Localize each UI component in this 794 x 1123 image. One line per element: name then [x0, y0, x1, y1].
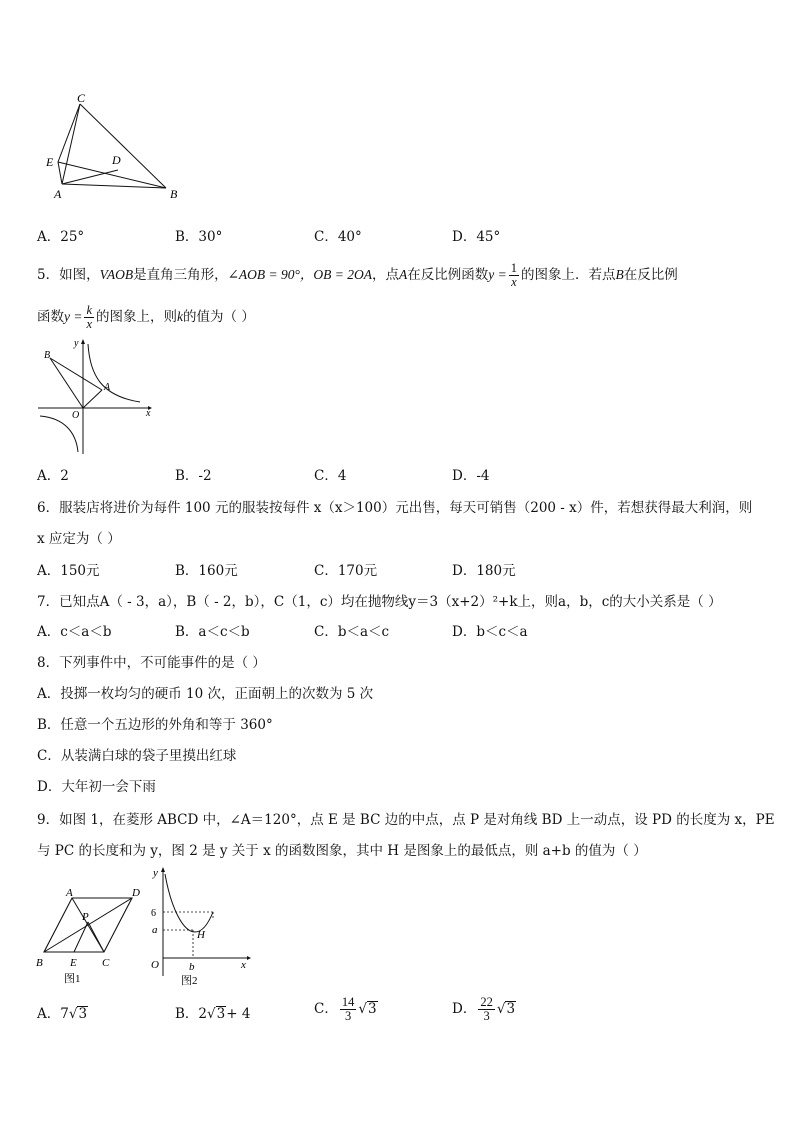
q8-option-c: C．从装满白球的袋子里摸出红球 — [37, 748, 237, 764]
axis-label-x: x — [146, 408, 151, 419]
q9-line1: 9．如图 1，在菱形 ABCD 中，∠A＝120°，点 E 是 BC 边的中点，点 P 是对角线 BD 上一动点，设 PD 的长度为 x，PE — [37, 812, 775, 828]
figure-triangle-abc — [40, 88, 190, 208]
axis-label-y: y — [74, 338, 79, 349]
axis-label-x: x — [241, 959, 246, 971]
q8-option-b: B．任意一个五边形的外角和等于 360° — [37, 717, 273, 733]
fraction-1-over-x: $\frac{1}{x}$ — [510, 261, 517, 289]
q5-line2: 函数y = $\frac{k}{x}$ 的图象上，则k的值为（ ） — [37, 303, 255, 331]
q9-option-c: C． $\frac{14}{3}$ √3 — [314, 995, 377, 1023]
label-a: A — [104, 382, 111, 393]
label-c: C — [102, 957, 110, 969]
q6-line2: x 应定为（ ） — [37, 531, 121, 547]
q9-option-a: A．7√3 — [37, 1006, 88, 1022]
q6-option-b: B．160元 — [175, 563, 238, 579]
q7-option-d: D．b＜c＜a — [452, 624, 528, 640]
label-d: D — [112, 153, 121, 167]
q4-option-c: C．40° — [314, 229, 362, 245]
label-d: D — [132, 887, 140, 899]
q8-option-d: D．大年初一会下雨 — [37, 779, 156, 795]
fraction-22-over-3: $\frac{22}{3}$ — [480, 995, 493, 1023]
q6-option-a: A．150元 — [37, 563, 100, 579]
tick-label-b: b — [189, 961, 195, 973]
q9-option-b: B．2√3+ 4 — [175, 1006, 251, 1022]
label-c: C — [77, 91, 86, 105]
label-e: E — [46, 155, 54, 169]
q4-option-a: A．25° — [37, 229, 85, 245]
label-b: B — [170, 187, 178, 201]
label-b: B — [36, 957, 43, 969]
q6-option-c: C．170元 — [314, 563, 378, 579]
q5-option-d: D．-4 — [452, 468, 490, 484]
q7-option-b: B．a＜c＜b — [175, 624, 250, 640]
q5-option-c: C．4 — [314, 468, 347, 484]
q9-line2: 与 PC 的长度和为 y，图 2 是 y 关于 x 的函数图象，其中 H 是图象上的最低点，则 a+b 的值为（ ） — [37, 843, 647, 859]
caption-fig1: 图1 — [64, 973, 81, 985]
label-b: B — [44, 350, 51, 361]
fraction-k-over-x: $\frac{k}{x}$ — [86, 303, 93, 331]
label-a: A — [54, 187, 62, 201]
figure-rhombus-abcd — [32, 886, 142, 988]
tick-label-a: a — [152, 924, 158, 936]
q4-option-b: B．30° — [175, 229, 223, 245]
q4-option-d: D．45° — [452, 229, 501, 245]
q8-option-a: A．投掷一枚均匀的硬币 10 次，正面朝上的次数为 5 次 — [37, 686, 374, 702]
q7-line1: 7．已知点A（ - 3，a），B（ - 2，b），C（1，c）均在抛物线y＝3（x+2）²+k上，则a，b，c的大小关系是（ ） — [37, 594, 722, 610]
axis-label-y: y — [153, 867, 158, 879]
q7-option-a: A．c＜a＜b — [37, 624, 112, 640]
figure-inverse-function — [36, 336, 156, 456]
label-o: O — [151, 959, 159, 971]
q5-line1: 5．如图，VAOB是直角三角形，∠AOB = 90°，OB = 2OA，点A在反比例函数y = $\frac{1}{x}$ 的图象上．若点B在反比例 — [37, 261, 678, 289]
label-o: O — [72, 410, 80, 421]
q5-option-a: A．2 — [37, 468, 69, 484]
q8-line1: 8．下列事件中，不可能事件的是（ ） — [37, 655, 266, 671]
label-h: H — [197, 929, 205, 941]
q5-option-b: B．-2 — [175, 468, 212, 484]
tick-label-6: 6 — [151, 908, 156, 919]
label-e: E — [70, 957, 77, 969]
q6-option-d: D．180元 — [452, 563, 516, 579]
figure-function-graph — [145, 864, 255, 988]
caption-fig2: 图2 — [181, 975, 198, 987]
q9-option-d: D． $\frac{22}{3}$ √3 — [452, 995, 516, 1023]
label-a: A — [66, 887, 73, 899]
q6-line1: 6．服装店将进价为每件 100 元的服装按每件 x（x＞100）元出售，每天可销售（200 - x）件，若想获得最大利润，则 — [37, 500, 753, 516]
fraction-14-over-3: $\frac{14}{3}$ — [341, 995, 355, 1023]
q7-option-c: C．b＜a＜c — [314, 624, 390, 640]
label-p: P — [82, 911, 89, 923]
